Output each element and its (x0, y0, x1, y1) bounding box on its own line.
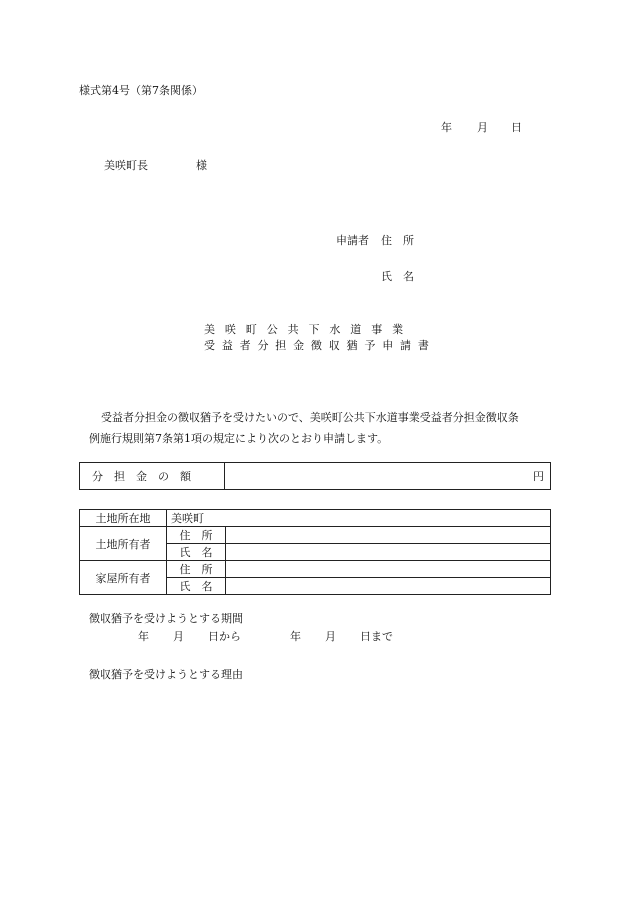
body-text-line1: 受益者分担金の徴収猶予を受けたいので、美咲町公共下水道事業受益者分担金徴収条 (101, 411, 519, 424)
land-owner-address-label: 住 所 (167, 527, 226, 544)
date-day-label: 日 (511, 121, 522, 134)
land-location-value[interactable]: 美咲町 (167, 510, 551, 527)
period-from-day: 日から (208, 630, 241, 643)
land-info-table (79, 509, 551, 595)
period-to-day: 日まで (360, 630, 393, 643)
body-text-line2: 例施行規則第7条第1項の規定により次のとおり申請します。 (89, 432, 389, 445)
document-title-line2: 受益者分担金徴収猶予申請書 (204, 339, 436, 352)
applicant-address-label: 住 所 (381, 234, 414, 247)
applicant-label: 申請者 (336, 234, 369, 247)
applicant-name-label: 氏 名 (381, 270, 414, 283)
house-owner-address-label: 住 所 (167, 561, 226, 578)
house-owner-label: 家屋所有者 (80, 561, 167, 595)
land-location-label: 土地所在地 (80, 510, 167, 527)
document-title-line1: 美咲町公共下水道事業 (204, 323, 413, 336)
land-owner-name-field[interactable] (226, 544, 551, 561)
amount-unit: 円 (533, 470, 544, 483)
addressee-name: 美咲町長 (104, 159, 148, 172)
amount-value-cell[interactable] (225, 463, 551, 490)
date-month-label: 月 (477, 121, 488, 134)
reason-heading: 徴収猶予を受けようとする理由 (89, 668, 243, 681)
form-number: 様式第4号（第7条関係） (79, 84, 203, 97)
period-to-year: 年 (290, 630, 301, 643)
amount-label: 分 担 金 の 額 (80, 463, 225, 490)
period-from-year: 年 (138, 630, 149, 643)
date-year-label: 年 (441, 121, 452, 134)
house-owner-name-field[interactable] (226, 578, 551, 595)
amount-table (79, 462, 551, 490)
land-owner-label: 土地所有者 (80, 527, 167, 561)
period-from-month: 月 (173, 630, 184, 643)
land-owner-address-field[interactable] (226, 527, 551, 544)
period-heading: 徴収猶予を受けようとする期間 (89, 612, 243, 625)
house-owner-address-field[interactable] (226, 561, 551, 578)
house-owner-name-label: 氏 名 (167, 578, 226, 595)
period-to-month: 月 (325, 630, 336, 643)
land-owner-name-label: 氏 名 (167, 544, 226, 561)
addressee-honorific: 様 (196, 159, 207, 172)
